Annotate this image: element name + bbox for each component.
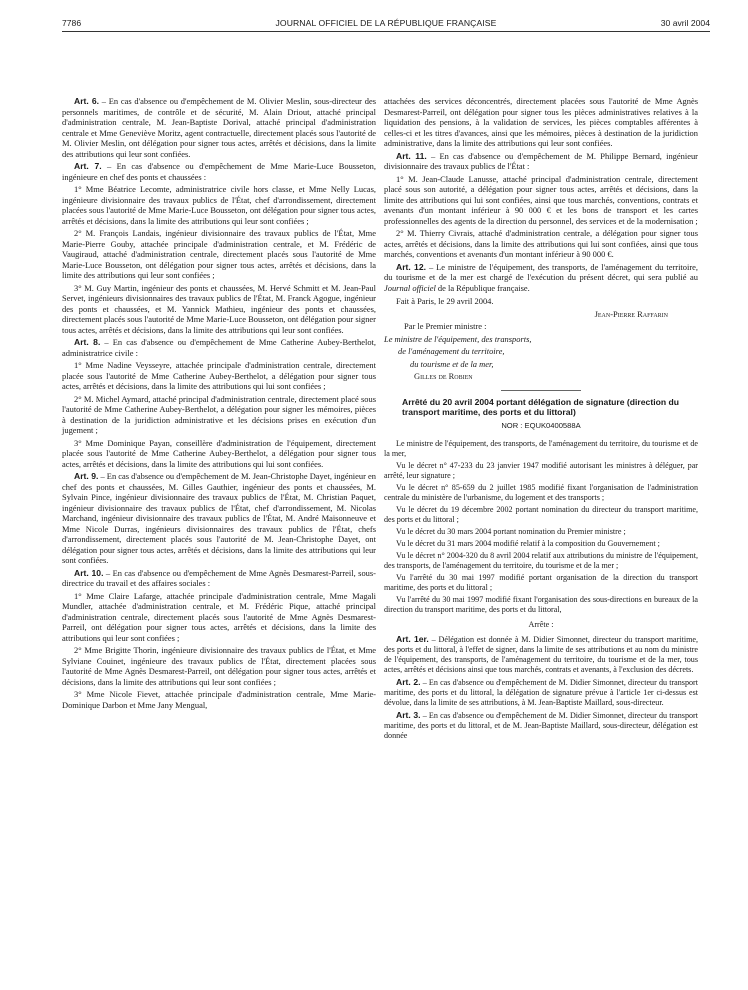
vu-clause: Vu l'arrêté du 30 mai 1997 modifié fixant l'organisation des sous-directions en bureaux de la direction du transport maritime, des ports et du littoral, bbox=[384, 595, 698, 614]
article-label: Art. 11. bbox=[396, 150, 427, 161]
vu-clause: Vu le décret du 31 mars 2004 modifié relatif à la composition du Gouvernement ; bbox=[396, 539, 660, 548]
signature-prime-minister: Jean-Pierre Raffarin bbox=[594, 308, 668, 319]
minister-title-3: du tourisme et de la mer, bbox=[410, 358, 494, 369]
article-11: Art. 11. – En cas d'absence ou d'empêchement de M. Philippe Bernard, ingénieur divisionnaire des travaux publics de l'État : bbox=[384, 150, 698, 171]
vu-clause: Vu le décret n° 85-659 du 2 juillet 1985 modifié fixant l'organisation de l'administration centrale du ministère de l'urbanisme, du logement et des transports ; bbox=[384, 483, 698, 502]
paragraph: 3° Mme Nicole Fievet, attachée principale d'administration centrale, Mme Marie-Dominique Darbon et Mme Jany Mengual, bbox=[62, 689, 376, 710]
article-label: Art. 10. bbox=[74, 567, 104, 578]
article-7: Art. 7. – En cas d'absence ou d'empêchement de Mme Marie-Luce Bousseton, ingénieure en chef des ponts et chaussées : bbox=[62, 161, 376, 182]
paragraph: 2° M. Thierry Civrais, attaché d'administration centrale, a délégation pour signer tous actes, arrêtés et décisions, dans la limite des attributions qui lui sont confiées, ainsi que tous marchés, conventions et avenants d'un montant inférieur à 90 000 €. bbox=[384, 228, 698, 259]
paragraph: 1° Mme Nadine Veysseyre, attachée principale d'administration centrale, directement placée sous l'autorité de Mme Catherine Aubey-Berthelot, a délégation pour signer tous actes, arrêtés et décisions, dans la limite des attributions qui lui sont confiées ; bbox=[62, 360, 376, 391]
vu-clause: Vu le décret n° 2004-320 du 8 avril 2004 relatif aux attributions du ministre de l'équipement, des transports, de l'aménagement du territoire, du tourisme et de la mer ; bbox=[384, 551, 698, 570]
journal-title: JOURNAL OFFICIEL DE LA RÉPUBLIQUE FRANÇAISE bbox=[275, 18, 497, 28]
arrete-heading: Arrête : bbox=[528, 620, 554, 629]
paragraph: 1° Mme Béatrice Lecomte, administratrice civile hors classe, et Mme Nelly Lucas, ingénieure divisionnaire des travaux publics de l'État, chef d'arrondissement, directement placées sous l'autorité de Mme Marie-Luce Bousseton, ont délégation pour signer tous actes, arrêtés et décisions, dans la limite des attributions qui leur sont confiées ; bbox=[62, 184, 376, 226]
article-label: Art. 6. bbox=[74, 96, 100, 106]
paragraph: 3° M. Guy Martin, ingénieur des ponts et chaussées, M. Hervé Schmitt et M. Jean-Paul Servet, ingénieurs divisionnaires des travaux publics de l'État, M. Franck Agogue, ingénieur des ponts et chaussées, et M. Yannick Mathieu, ingénieur des ponts et chaussées, directement placés sous l'autorité de Mme Marie-Luce Bousseton, ont délégation pour signer tous actes, arrêtés et décisions, dans la limite des attributions qui leur sont confiées. bbox=[62, 282, 376, 335]
article-label: Art. 7. bbox=[74, 161, 102, 171]
vu-clause: Vu le décret n° 47-233 du 23 janvier 1947 modifié autorisant les ministres à déléguer, par arrêté, leur signature ; bbox=[384, 461, 698, 480]
paragraph: 1° Mme Claire Lafarge, attachée principale d'administration centrale, Mme Magali Mundler, attachée d'administration centrale, et M. Frédéric Pique, attaché principal d'administration centrale, directement placés sous l'autorité de Mme Agnès Desmarest-Parreil, ont délégation pour signer tous actes, arrêtés et décisions, dans la limite des attributions qui leur sont confiées ; bbox=[62, 590, 376, 643]
article-3: Art. 3. – En cas d'absence ou d'empêchement de M. Didier Simonnet, directeur du transport maritime, des ports et du littoral, et de M. Jean-Baptiste Maillard, sous-directeur, délégation est donnée bbox=[384, 710, 698, 740]
page-number: 7786 bbox=[62, 18, 82, 28]
right-column bbox=[384, 96, 698, 743]
article-label: Art. 8. bbox=[74, 337, 101, 347]
vu-clause: Vu l'arrêté du 30 mai 1997 modifié portant organisation de la direction du transport maritime, des ports et du littoral ; bbox=[384, 573, 698, 592]
article-10: Art. 10. – En cas d'absence ou d'empêchement de Mme Agnès Desmarest-Parreil, sous-directrice du travail et des affaires sociales : bbox=[62, 567, 376, 588]
separator bbox=[501, 390, 581, 391]
article-label: Art. 3. bbox=[396, 710, 421, 720]
article-label: Art. 1er. bbox=[396, 634, 429, 644]
article-label: Art. 2. bbox=[396, 677, 421, 687]
paragraph: 2° M. Michel Aymard, attaché principal d'administration centrale, directement placé sous l'autorité de Mme Catherine Aubey-Berthelot, a délégation pour signer les mémoires, pièces à destination de la juridiction administrative et les décisions prises en exécution d'un jugement ; bbox=[62, 393, 376, 435]
article-label: Art. 12. bbox=[396, 261, 426, 272]
paragraph: 2° M. François Landais, ingénieur divisionnaire des travaux publics de l'État, Mme Marie-Pierre Gouby, attachée principale d'administration centrale, et M. Frédéric de Vaugiraud, attaché d'administration centrale, directement placés sous l'autorité de Mme Marie-Luce Bousseton, ont délégation pour signer tous actes, arrêtés et décisions, dans la limite des attributions qui leur sont confiées ; bbox=[62, 228, 376, 280]
article-6: Art. 6. – En cas d'absence ou d'empêchement de M. Olivier Meslin, sous-directeur des personnels maritimes, de contrôle et de sécurité, M. Alain Driout, attaché principal d'administration centrale, M. Jean-Baptiste Dorival, attaché principal d'administration centrale et Mme Geneviève Moritz, agent contractuelle, directement placés sous l'autorité de M. Olivier Meslin, ont délégation pour signer tous actes, arrêtés et décisions, dans la limite des attributions qui leur sont confiées. bbox=[62, 96, 376, 159]
intro: Le ministre de l'équipement, des transports, de l'aménagement du territoire, du tourisme et de la mer, bbox=[384, 439, 698, 458]
paragraph: 2° Mme Brigitte Thorin, ingénieure divisionnaire des travaux publics de l'État, et Mme Sylviane Couinet, ingénieure des travaux publics de l'État, directement placées sous l'autorité de Mme Agnès Desmarest-Parreil, ont délégation pour signer tous actes, arrêtés et décisions, dans la limite des attributions qui leur sont confiées ; bbox=[62, 645, 376, 687]
paragraph: 1° M. Jean-Claude Lanusse, attaché principal d'administration centrale, directement placé sous son autorité, a délégation pour signer tous actes, arrêtés et décisions, dans la limite des attributions qui lui sont confiées, ainsi que tous marchés, conventions, contrats et avenants d'un montant inférieur à 90 000 € et les bons de transport et les cartes professionnelles des agents de la direction du personnel, des services et de la modernisation ; bbox=[384, 173, 698, 226]
article-9: Art. 9. – En cas d'absence ou d'empêchement de M. Jean-Christophe Dayet, ingénieur en chef des ponts et chaussées, M. Gilles Gauthier, ingénieur des ponts et chaussées, M. Sylvain Pince, ingénieur divisionnaire des travaux publics de l'État, M. Christian Paquet, ingénieur divisionnaire des travaux publics de l'État, chef d'arrondissement, M. Nicolas Marchand, ingénieur divisionnaire des travaux publics de l'État, M. André Maisonneuve et Mme Nicole Durras, ingénieurs divisionnaires des travaux publics de l'État, chefs d'arrondissement, directement placés sous l'autorité de M. Jean-Christophe Dayet, ont délégation pour signer tous actes, arrêtés et décisions, dans la limite des attributions qui leur sont confiées. bbox=[62, 471, 376, 565]
header-rule bbox=[62, 31, 710, 32]
article-8: Art. 8. – En cas d'absence ou d'empêchement de Mme Catherine Aubey-Berthelot, administratrice civile : bbox=[62, 337, 377, 358]
nor-reference: NOR : EQUK0400588A bbox=[501, 420, 581, 430]
decree-body bbox=[384, 439, 698, 741]
vu-clause: Vu le décret du 30 mars 2004 portant nomination du Premier ministre ; bbox=[396, 527, 626, 536]
by-prime-minister: Par le Premier ministre : bbox=[404, 321, 487, 331]
done-at: Fait à Paris, le 29 avril 2004. bbox=[396, 296, 494, 306]
minister-title-1: Le ministre de l'équipement, des transports, bbox=[384, 333, 532, 344]
article-label: Art. 9. bbox=[74, 471, 99, 481]
paragraph: attachées des services déconcentrés, directement placées sous l'autorité de Mme Agnès Desmarest-Parreil, ont délégation pour signer tous les pièces administratives relatives à la liquidation des pensions, à la validation de services, les pièces comptables afférentes à celles-ci et les titres d'avances, ainsi que les mémoires, pièces à destination de la juridiction administrative, dans la limite des attributions qui leur sont confiées. bbox=[384, 96, 698, 148]
article-2: Art. 2. – En cas d'absence ou d'empêchement de M. Didier Simonnet, directeur du transport maritime, des ports et du littoral, la délégation de signature prévue à l'article 1er ci-dessus est dévolue, dans la limite de ses attributions, à M. Jean-Baptiste Maillard, sous-directeur. bbox=[384, 677, 698, 707]
arrete-title: Arrêté du 20 avril 2004 portant délégation de signature (direction du transport maritime, des ports et du littoral) bbox=[402, 396, 679, 417]
vu-clause: Vu le décret du 19 décembre 2002 portant nomination du directeur du transport maritime, des ports et du littoral ; bbox=[384, 505, 698, 524]
minister-title-2: de l'aménagement du territoire, bbox=[398, 346, 505, 356]
issue-date: 30 avril 2004 bbox=[660, 18, 710, 28]
article-12: Art. 12. – Le ministre de l'équipement, des transports, de l'aménagement du territoire, du tourisme et de la mer est chargé de l'exécution du présent décret, qui sera publié au Journal officiel de la République française. bbox=[384, 261, 698, 293]
paragraph: 3° Mme Dominique Payan, conseillère d'administration de l'équipement, directement placée sous l'autorité de Mme Catherine Aubey-Berthelot, a délégation pour signer tous actes, arrêtés et décisions, dans la limite des attributions qui lui sont confiées. bbox=[62, 437, 376, 469]
article-1: Art. 1er. – Délégation est donnée à M. Didier Simonnet, directeur du transport maritime, des ports et du littoral, à l'effet de signer, dans la limite de ses attributions et au nom du ministre de l'équipement, des transports, de l'aménagement du territoire, du tourisme et de la mer, tous actes, arrêtés et décisions ainsi que tous marchés, contrats et avenants, à l'exclusion des décrets. bbox=[384, 634, 698, 674]
left-column bbox=[62, 96, 376, 712]
signature-minister: Gilles de Robien bbox=[414, 371, 473, 381]
